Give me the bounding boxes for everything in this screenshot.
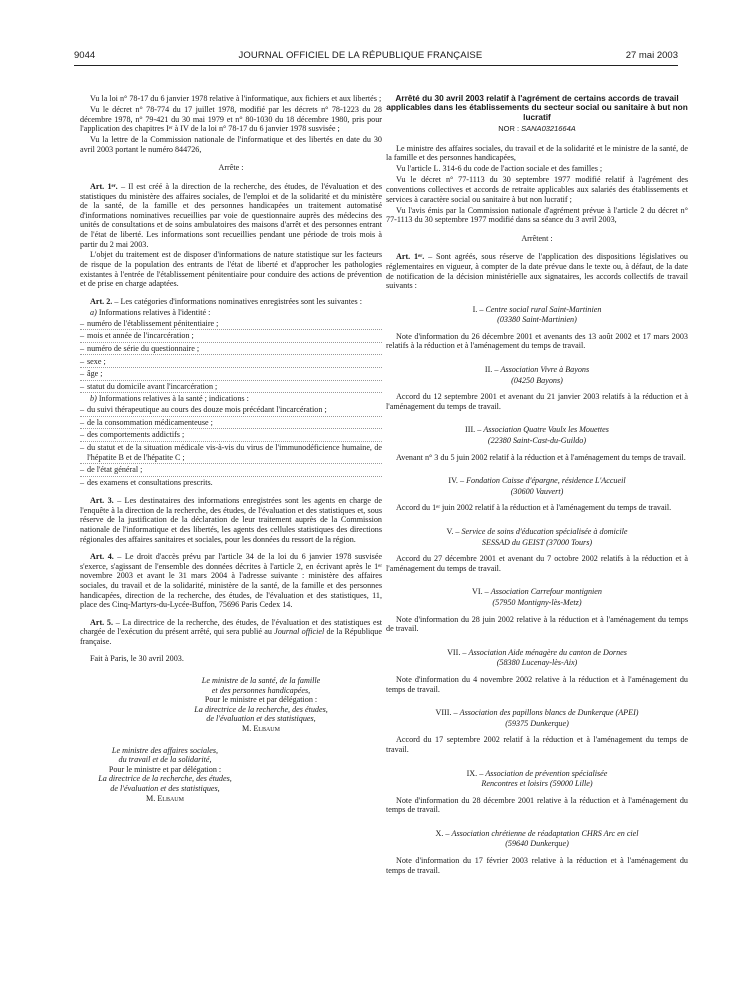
agreement-section [386,829,688,875]
organization-address: (22380 Saint-Cast-du-Guildo) [487,436,587,446]
organization-address: (30600 Vauvert) [510,486,564,496]
article-text: – Il est créé à la direction de la recherche, des études, de l'évaluation et des statistiques du ministère des affaires sociales, de l'emploi et de la solidarité et du ministère de la santé, de la famille et des personnes handicapées un traitement automatisé d'informations nominatives recueillies par voie de questionnaire auprès des médecins des unités de consultations et de soins ambulatoires des maisons d'arrêt et des personnes entrant de l'état de liberté. Les informations sont recueillies pendant une période de trois mois à partir du 2 mai 2003. [80,181,382,249]
list-item: – du statut et de la situation médicale vis-à-vis du virus de l'immunodéficience humaine, de l'hépatite B et de l'hépatite C ; [80,443,382,464]
signature-place-date: Fait à Paris, le 30 avril 2003. [90,654,184,664]
vu-paragraph: Vu l'avis émis par la Commission nationale d'agrément prévue à l'article 2 du décret n° 77-1113 du 30 septembre 1977 modifié dans sa séance du 3 avril 2003, [386,205,688,225]
left-column [80,94,382,803]
article-text: – Les destinataires des informations enregistrées sont les agents en charge de l'enquête à la direction de la recherche, des études, de l'évaluation et des statistiques et, sous réserve de la justification de la déclaration de leur traitement auprès de la Commission nationale de l'informatique et des libertés, les agents des cellules statistiques des directions régionales des affaires sanitaires et sociales, pour les données du ressort de la région. [80,496,382,544]
article-2 [80,297,382,307]
delegate-title: La directrice de la recherche, des études, [194,704,328,714]
right-column [386,94,688,877]
vu-paragraph: Vu la lettre de la Commission nationale de l'informatique et des libertés en date du 30 avril 2003 portant le numéro 844726, [80,135,382,154]
organization-name: Association Vivre à Bayons [500,365,590,375]
list-item: – sexe ; [80,357,382,368]
article-label: Art. 4. [90,552,114,562]
signatory-title: Le ministre de la santé, de la famille [201,676,321,686]
issue-date: 27 mai 2003 [625,50,678,61]
agreement-section [386,476,688,513]
organization-name: Fondation Caisse d'épargne, résidence L'Accueil [466,476,626,486]
list-item: – des comportements addictifs ; [80,430,382,441]
section-number: I. – [472,304,484,314]
journal-title: JOURNAL OFFICIEL DE LA RÉPUBLIQUE FRANÇAISE [238,50,483,61]
delegate-title: La directrice de la recherche, des études, [98,774,232,784]
agreement-text: Accord du 1ᵉʳ juin 2002 relatif à la réduction et à l'aménagement du temps de travail. [396,503,672,513]
agreement-text: Accord du 27 décembre 2001 et avenant du 7 octobre 2002 relatifs à la réduction et à l'aménagement du temps de travail. [386,554,688,573]
list-item: – de la consommation médicamenteuse ; [80,418,382,429]
agreement-text: Note d'information du 26 décembre 2001 et avenants des 13 août 2002 et 17 mars 2003 relatifs à la réduction et à l'aménagement du temps de travail. [386,331,688,351]
arrete-heading: Arrête : [218,163,244,173]
agreement-section [386,769,688,815]
intro-paragraph: Le ministre des affaires sociales, du travail et de la solidarité et le ministre de la santé, de la famille et des personnes handicapées, [386,143,688,163]
list-item: – des examens et consultations prescrits. [80,478,382,488]
page-number: 9044 [74,50,96,61]
list-item: – du suivi thérapeutique au cours des douze mois précédant l'incarcération ; [80,405,382,416]
organization-address: Rencontres et loisirs (59000 Lille) [481,779,593,789]
organization-address: (57950 Montigny-lès-Metz) [492,597,582,607]
identity-subheading: a) Informations relatives à l'identité : [90,307,211,317]
organization-name: Association Aide ménagère du canton de Dornes [468,647,627,657]
organization-name: Association chrétienne de réadaptation CHRS Arc en ciel [451,828,639,838]
signature-block-health [80,676,382,734]
agreement-text: Note d'information du 28 décembre 2001 relative à la réduction et à l'aménagement du temps de travail. [386,795,688,815]
agreement-section [386,425,688,462]
section-number: X. – [435,828,450,838]
vu-paragraph: Vu l'article L. 314-6 du code de l'action sociale et des familles ; [396,164,603,174]
list-item: – numéro de série du questionnaire ; [80,344,382,355]
organization-name: Association des papillons blancs de Dunkerque (APEI) [459,708,639,718]
signatory-name: M. Elbaum [242,724,280,734]
section-number: VIII. – [435,708,458,718]
section-number: II. – [484,365,499,375]
health-subheading: b) Informations relatives à la santé ; indications : [90,394,249,404]
journal-reference: Journal officiel [274,627,325,637]
organization-name: Association de prévention spécialisée [485,768,608,778]
section-number: VII. – [447,647,467,657]
section-number: IX. – [466,768,484,778]
list-item: – mois et année de l'incarcération ; [80,331,382,342]
signatory-name: M. Elbaum [146,793,184,803]
list-item: – numéro de l'établissement pénitentiaire ; [80,319,382,330]
vu-paragraph: Vu le décret n° 78-774 du 17 juillet 1978, modifié par les décrets n° 78-1223 du 28 décembre 1978, n° 79-421 du 30 mai 1979 et n° 80-1030 du 18 décembre 1980, pris pour l'application des chapitres Iᵉʳ à IV de la loi n° 78-17 du 6 janvier 1978 susvisée ; [80,104,382,134]
vu-paragraph: Vu la loi n° 78-17 du 6 janvier 1978 relative à l'informatique, aux fichiers et aux libertés ; [90,94,382,103]
identity-list [80,319,382,393]
article-label: Art. 5. [90,617,114,627]
agreement-text: Note d'information du 28 juin 2002 relative à la réduction et à l'aménagement du temps de travail. [386,614,688,634]
organization-address: SESSAD du GEIST (37000 Tours) [481,537,593,547]
delegate-title: de l'évaluation et des statistiques, [110,784,220,793]
list-letter: a) [90,307,97,317]
delegation-line: Pour le ministre et par délégation : [204,695,318,705]
nor-code: SANA0321664A [521,124,576,134]
organization-name: Service de soins d'éducation spécialisée à domicile [461,527,628,537]
article-label: Art. 1ᵉʳ. [90,181,118,191]
page-header [74,50,678,61]
article-1 [80,182,382,249]
list-letter: b) [90,394,97,404]
delegate-title: de l'évaluation et des statistiques, [206,714,316,724]
signature-block-social [80,746,250,804]
delegation-line: Pour le ministre et par délégation : [108,764,222,774]
agreement-section [386,587,688,633]
agreement-section [386,708,688,754]
organization-address: (03380 Saint-Martinien) [497,315,577,325]
article-1 [386,252,688,290]
section-number: VI. – [472,587,489,597]
agreement-section [386,365,688,411]
article-label: Art. 2. [90,296,113,306]
agreement-section [386,527,688,573]
organization-name: Centre social rural Saint-Martinien [485,304,602,314]
signatory-title: Le ministre des affaires sociales, [111,745,219,755]
agreement-text: Note d'information du 4 novembre 2002 relative à la réduction et à l'aménagement du temps de travail. [386,674,688,694]
agreement-section [386,305,688,351]
nor-reference: NOR : SANA0321664A [498,124,576,134]
article-text: – Les catégories d'informations nominatives enregistrées sont les suivantes : [112,296,363,306]
organization-name: Association Carrefour montignien [490,587,602,597]
agreement-text: Accord du 12 septembre 2001 et avenant du 21 janvier 2003 relatifs à la réduction et à l'aménagement du temps de travail. [386,392,688,411]
list-item: – statut du domicile avant l'incarcération ; [80,382,382,393]
organization-name: Association Quatre Vaulx les Mouettes [483,425,609,435]
article-5: Art. 5. – La directrice de la recherche, des études, de l'évaluation et des statistiques est chargée de l'exécution du présent arrêté, qui sera publié au Journal officiel de la République française. [80,617,382,646]
arrete-heading: Arrêtent : [521,233,553,243]
header-rule [74,65,678,66]
article-label: Art. 1ᵉʳ. [396,252,425,262]
article-4 [80,552,382,610]
organization-address: (59375 Dunkerque) [505,718,569,728]
signatory-title: et des personnes handicapées, [211,685,311,695]
article-label: Art. 3. [90,496,114,506]
section-number: IV. – [448,476,465,486]
vu-paragraph: Vu le décret n° 77-1113 du 30 septembre 1977 modifié relatif à l'agrément des conventions collectives et accords de retraite applicables aux salariés des établissements et services à caractère social ou sanitaire à but non lucratif ; [386,175,688,204]
organization-address: (04250 Bayons) [511,375,563,385]
organization-address: (59640 Dunkerque) [505,839,569,849]
agreement-text: Note d'information du 17 février 2003 relative à la réduction et à l'aménagement du temps de travail. [386,856,688,875]
article-text: – Sont agréés, sous réserve de l'application des dispositions législatives ou réglementaires en vigueur, à compter de la date prévue dans le texte ou, à défaut, de la date de notification de la décision ministérielle aux signataires, les accords collectifs de travail suivants : [386,252,688,291]
signatory-title: du travail et de la solidarité, [118,755,212,765]
section-number: V. – [446,527,460,537]
article-3 [80,496,382,544]
agreement-text: Avenant n° 3 du 5 juin 2002 relatif à la réduction et à l'aménagement du temps de travail. [396,452,686,462]
organization-address: (58380 Lucenay-lès-Aix) [496,658,578,668]
list-item: – de l'état général ; [80,465,382,476]
list-item: – âge ; [80,369,382,380]
section-number: III. – [465,425,482,435]
agreement-section [386,648,688,694]
article-text: – Le droit d'accès prévu par l'article 34 de la loi du 6 janvier 1978 susvisée s'exerce, s'agissant de l'ensemble des données décrites à l'article 2, en écrivant après le 1ᵉʳ novembre 2003 et avant le 31 mars 2004 à l'adresse suivante : ministère des affaires sociales, du travail et de la solidarité, ministère de la santé, de la famille et des personnes handicapées, direction de la recherche, des études, de l'évaluation et des statistiques, 11, place des Cinq-Martyrs-du-Lycée-Buffon, 75696 Paris Cedex 14. [80,552,383,610]
decree-title: Arrêté du 30 avril 2003 relatif à l'agrément de certains accords de travail applicables dans les établissements du secteur social ou sanitaire à but non lucratif [386,93,688,122]
agreement-text: Accord du 17 septembre 2002 relatif à la réduction et à l'aménagement du temps de travail. [386,735,688,754]
article-1-paragraph-2: L'objet du traitement est de disposer d'informations de nature statistique sur les facteurs de risque de la population des entrants de l'état de liberté et d'approcher les pathologies existantes à l'entrée de l'établissement pénitentiaire pour conduire des actions de prévention et de prise en charge adaptées. [80,250,382,289]
health-list [80,405,382,488]
